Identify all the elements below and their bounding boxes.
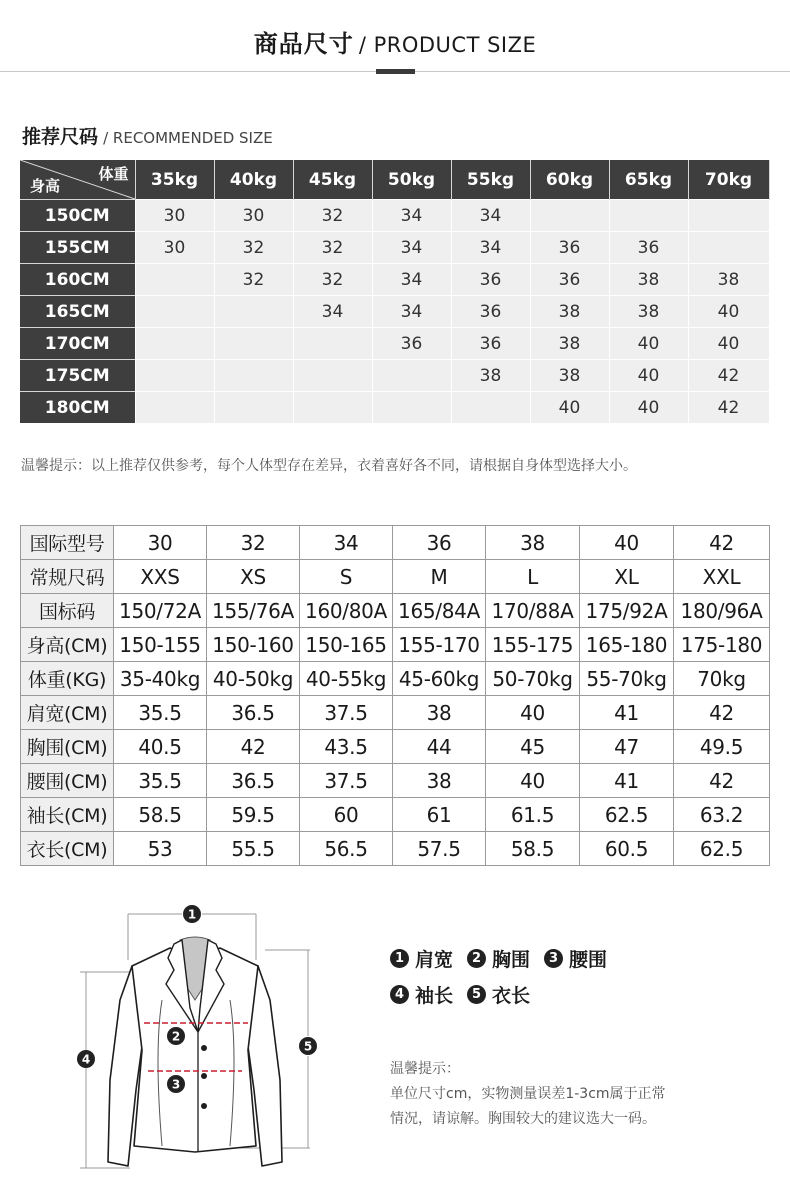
recommended-size-cell bbox=[609, 200, 688, 232]
legend-label: 衣长 bbox=[492, 984, 531, 1007]
recommended-row bbox=[20, 232, 769, 264]
size-chart-cell: 155-175 bbox=[486, 628, 580, 662]
recommended-size-cell: 40 bbox=[609, 328, 688, 360]
size-chart-cell: L bbox=[486, 560, 580, 594]
size-chart-row-label: 衣长(CM) bbox=[21, 832, 114, 866]
recommended-size-cell bbox=[530, 200, 609, 232]
size-chart-cell: 36.5 bbox=[207, 764, 300, 798]
recommended-size-cell: 40 bbox=[688, 328, 769, 360]
size-chart-cell: 44 bbox=[393, 730, 486, 764]
corner-cell bbox=[20, 160, 135, 200]
size-chart-cell: 150/72A bbox=[114, 594, 207, 628]
marker-4-icon bbox=[77, 1050, 95, 1068]
size-chart-cell: 70kg bbox=[674, 662, 770, 696]
size-chart-cell: 175/92A bbox=[580, 594, 674, 628]
size-chart-cell: 165/84A bbox=[393, 594, 486, 628]
measurement-tip-line2: 情况，请谅解。胸围较大的建议选大一码。 bbox=[390, 1111, 656, 1127]
recommended-size-cell: 32 bbox=[214, 232, 293, 264]
size-chart-cell: M bbox=[393, 560, 486, 594]
size-chart-cell: 60 bbox=[300, 798, 393, 832]
recommended-size-cell bbox=[293, 392, 372, 424]
size-chart-cell: 34 bbox=[300, 526, 393, 560]
corner-height-label: 身高 bbox=[30, 177, 61, 195]
size-chart-cell: 40.5 bbox=[114, 730, 207, 764]
recommended-size-cell: 42 bbox=[688, 392, 769, 424]
size-chart-row bbox=[21, 696, 770, 730]
size-chart-cell: 42 bbox=[674, 696, 770, 730]
size-chart-row-label: 腰围(CM) bbox=[21, 764, 114, 798]
recommended-size-cell: 36 bbox=[451, 264, 530, 296]
measurement-legend bbox=[390, 940, 621, 1012]
size-chart-cell: 40 bbox=[486, 696, 580, 730]
size-chart-row-label: 身高(CM) bbox=[21, 628, 114, 662]
size-chart-cell: 63.2 bbox=[674, 798, 770, 832]
legend-number-icon: 2 bbox=[467, 949, 486, 968]
size-chart-row bbox=[21, 764, 770, 798]
legend-item bbox=[390, 945, 453, 972]
marker-5-icon bbox=[299, 1037, 317, 1055]
legend-number-icon: 3 bbox=[544, 949, 563, 968]
size-chart-row bbox=[21, 526, 770, 560]
recommended-size-cell: 32 bbox=[293, 200, 372, 232]
recommended-size-cell bbox=[293, 360, 372, 392]
recommended-row bbox=[20, 360, 769, 392]
recommended-size-cell bbox=[135, 360, 214, 392]
weight-header: 55kg bbox=[451, 160, 530, 200]
size-chart-cell: 36.5 bbox=[207, 696, 300, 730]
weight-header: 40kg bbox=[214, 160, 293, 200]
size-chart-cell: XXS bbox=[114, 560, 207, 594]
size-chart-cell: 32 bbox=[207, 526, 300, 560]
recommended-size-cell: 32 bbox=[214, 264, 293, 296]
size-chart-cell: XL bbox=[580, 560, 674, 594]
size-chart-row bbox=[21, 832, 770, 866]
size-chart-cell: 180/96A bbox=[674, 594, 770, 628]
size-chart-cell: 40 bbox=[580, 526, 674, 560]
size-chart-cell: 37.5 bbox=[300, 764, 393, 798]
recommended-size-cell: 34 bbox=[372, 232, 451, 264]
recommended-size-cell: 34 bbox=[372, 296, 451, 328]
weight-header: 70kg bbox=[688, 160, 769, 200]
recommended-size-cell: 36 bbox=[451, 296, 530, 328]
size-chart-cell: 55.5 bbox=[207, 832, 300, 866]
size-chart-cell: 41 bbox=[580, 696, 674, 730]
legend-number-icon: 5 bbox=[467, 985, 486, 1004]
svg-text:2: 2 bbox=[171, 1029, 181, 1044]
size-chart-row bbox=[21, 730, 770, 764]
legend-item bbox=[544, 945, 607, 972]
recommended-size-cell: 40 bbox=[609, 392, 688, 424]
recommended-size-cell: 36 bbox=[530, 232, 609, 264]
recommended-size-cell bbox=[135, 264, 214, 296]
recommended-size-cell: 34 bbox=[293, 296, 372, 328]
size-chart-cell: 40-55kg bbox=[300, 662, 393, 696]
weight-header: 35kg bbox=[135, 160, 214, 200]
recommended-header-row bbox=[20, 160, 769, 200]
recommended-size-table bbox=[20, 160, 770, 423]
recommended-size-cell: 36 bbox=[609, 232, 688, 264]
size-chart-row bbox=[21, 594, 770, 628]
recommended-table-body bbox=[20, 200, 769, 424]
size-chart-cell: 38 bbox=[486, 526, 580, 560]
recommended-size-cell: 36 bbox=[372, 328, 451, 360]
svg-text:4: 4 bbox=[81, 1052, 91, 1067]
size-chart-cell: XXL bbox=[674, 560, 770, 594]
size-chart-row-label: 胸围(CM) bbox=[21, 730, 114, 764]
recommended-size-cell: 30 bbox=[214, 200, 293, 232]
size-chart-cell: 40 bbox=[486, 764, 580, 798]
size-chart-cell: 42 bbox=[674, 526, 770, 560]
recommended-size-cell: 38 bbox=[530, 296, 609, 328]
size-chart-cell: 40-50kg bbox=[207, 662, 300, 696]
size-chart-cell: S bbox=[300, 560, 393, 594]
size-chart-cell: 165-180 bbox=[580, 628, 674, 662]
recommended-size-cell: 34 bbox=[372, 264, 451, 296]
recommended-size-cell bbox=[135, 296, 214, 328]
size-chart-cell: 53 bbox=[114, 832, 207, 866]
size-chart-cell: 50-70kg bbox=[486, 662, 580, 696]
size-chart-cell: 56.5 bbox=[300, 832, 393, 866]
height-header: 160CM bbox=[20, 264, 135, 296]
size-chart-cell: 58.5 bbox=[114, 798, 207, 832]
height-header: 155CM bbox=[20, 232, 135, 264]
recommended-size-cell: 34 bbox=[451, 200, 530, 232]
size-chart-cell: 42 bbox=[207, 730, 300, 764]
page-title-en: / PRODUCT SIZE bbox=[358, 33, 537, 57]
size-chart-row bbox=[21, 628, 770, 662]
legend-label: 胸围 bbox=[492, 948, 531, 971]
marker-3-icon bbox=[167, 1075, 185, 1093]
page-header bbox=[0, 24, 790, 59]
weight-header: 45kg bbox=[293, 160, 372, 200]
size-chart-cell: 150-160 bbox=[207, 628, 300, 662]
recommended-size-cell: 32 bbox=[293, 232, 372, 264]
size-chart-cell: 38 bbox=[393, 764, 486, 798]
size-chart-cell: 36 bbox=[393, 526, 486, 560]
recommended-size-cell: 38 bbox=[530, 360, 609, 392]
marker-1-icon bbox=[183, 905, 201, 923]
size-chart-cell: 62.5 bbox=[580, 798, 674, 832]
legend-item bbox=[390, 981, 453, 1008]
recommended-size-cell: 40 bbox=[530, 392, 609, 424]
recommended-size-cell: 38 bbox=[688, 264, 769, 296]
legend-label: 腰围 bbox=[569, 948, 608, 971]
recommended-size-cell: 30 bbox=[135, 200, 214, 232]
size-chart-row-label: 国际型号 bbox=[21, 526, 114, 560]
height-header: 150CM bbox=[20, 200, 135, 232]
size-chart-cell: 59.5 bbox=[207, 798, 300, 832]
size-chart-table bbox=[20, 525, 770, 866]
recommended-size-title bbox=[22, 122, 273, 149]
size-chart-cell: 150-155 bbox=[114, 628, 207, 662]
weight-header: 60kg bbox=[530, 160, 609, 200]
recommended-size-cell bbox=[135, 328, 214, 360]
size-chart-body bbox=[21, 526, 770, 866]
measurement-tip bbox=[390, 1057, 666, 1132]
legend-label: 袖长 bbox=[415, 984, 454, 1007]
svg-text:5: 5 bbox=[303, 1039, 313, 1054]
recommended-size-cell bbox=[688, 232, 769, 264]
recommended-row bbox=[20, 264, 769, 296]
recommended-size-cell bbox=[688, 200, 769, 232]
recommended-size-cell: 40 bbox=[688, 296, 769, 328]
recommended-title-en: / RECOMMENDED SIZE bbox=[103, 129, 273, 147]
recommended-size-cell bbox=[372, 360, 451, 392]
size-chart-cell: 35-40kg bbox=[114, 662, 207, 696]
recommended-row bbox=[20, 200, 769, 232]
size-chart-cell: 43.5 bbox=[300, 730, 393, 764]
recommended-size-cell: 34 bbox=[451, 232, 530, 264]
size-chart-cell: 155-170 bbox=[393, 628, 486, 662]
recommended-size-cell bbox=[293, 328, 372, 360]
recommended-row bbox=[20, 392, 769, 424]
size-chart-row-label: 袖长(CM) bbox=[21, 798, 114, 832]
height-header: 170CM bbox=[20, 328, 135, 360]
size-chart-cell: 57.5 bbox=[393, 832, 486, 866]
jacket-illustration bbox=[70, 900, 340, 1180]
recommended-size-cell: 38 bbox=[609, 296, 688, 328]
recommended-size-cell: 40 bbox=[609, 360, 688, 392]
height-header: 165CM bbox=[20, 296, 135, 328]
size-chart-row-label: 常规尺码 bbox=[21, 560, 114, 594]
recommended-size-cell bbox=[214, 328, 293, 360]
marker-2-icon bbox=[167, 1027, 185, 1045]
size-chart-cell: 49.5 bbox=[674, 730, 770, 764]
size-chart-cell: 61.5 bbox=[486, 798, 580, 832]
page-title-cn: 商品尺寸 bbox=[253, 30, 354, 58]
size-chart-cell: 45-60kg bbox=[393, 662, 486, 696]
legend-number-icon: 1 bbox=[390, 949, 409, 968]
recommend-tip: 温馨提示：以上推荐仅供参考，每个人体型存在差异，衣着喜好各不同，请根据自身体型选择大小。 bbox=[21, 458, 637, 474]
recommended-size-cell: 38 bbox=[451, 360, 530, 392]
recommended-size-cell: 34 bbox=[372, 200, 451, 232]
recommended-row bbox=[20, 296, 769, 328]
size-chart-cell: 150-165 bbox=[300, 628, 393, 662]
recommended-size-cell: 32 bbox=[293, 264, 372, 296]
recommended-size-cell: 42 bbox=[688, 360, 769, 392]
recommended-size-cell bbox=[451, 392, 530, 424]
recommended-size-cell: 30 bbox=[135, 232, 214, 264]
recommended-size-cell: 38 bbox=[609, 264, 688, 296]
size-chart-row-label: 国标码 bbox=[21, 594, 114, 628]
size-chart-cell: 61 bbox=[393, 798, 486, 832]
size-chart-cell: 160/80A bbox=[300, 594, 393, 628]
size-chart-cell: 42 bbox=[674, 764, 770, 798]
recommended-row bbox=[20, 328, 769, 360]
legend-row bbox=[390, 976, 621, 1012]
size-chart-cell: 55-70kg bbox=[580, 662, 674, 696]
legend-item bbox=[467, 981, 530, 1008]
recommended-size-cell bbox=[135, 392, 214, 424]
size-chart-cell: 30 bbox=[114, 526, 207, 560]
size-chart-cell: 170/88A bbox=[486, 594, 580, 628]
size-chart-cell: 155/76A bbox=[207, 594, 300, 628]
height-header: 180CM bbox=[20, 392, 135, 424]
size-chart-cell: 62.5 bbox=[674, 832, 770, 866]
size-chart-row-label: 肩宽(CM) bbox=[21, 696, 114, 730]
size-chart-row bbox=[21, 798, 770, 832]
size-chart-row bbox=[21, 662, 770, 696]
legend-number-icon: 4 bbox=[390, 985, 409, 1004]
svg-text:3: 3 bbox=[171, 1077, 181, 1092]
size-chart-cell: 47 bbox=[580, 730, 674, 764]
recommended-title-cn: 推荐尺码 bbox=[22, 126, 99, 148]
measurement-tip-title: 温馨提示： bbox=[390, 1061, 460, 1077]
recommended-size-cell bbox=[214, 392, 293, 424]
legend-label: 肩宽 bbox=[415, 948, 454, 971]
svg-text:1: 1 bbox=[187, 907, 197, 922]
recommended-size-cell bbox=[214, 296, 293, 328]
size-chart-cell: 35.5 bbox=[114, 764, 207, 798]
size-chart-cell: XS bbox=[207, 560, 300, 594]
weight-header: 65kg bbox=[609, 160, 688, 200]
corner-weight-label: 体重 bbox=[98, 165, 129, 183]
recommended-size-cell: 36 bbox=[451, 328, 530, 360]
legend-item bbox=[467, 945, 530, 972]
size-chart-row-label: 体重(KG) bbox=[21, 662, 114, 696]
size-chart-cell: 175-180 bbox=[674, 628, 770, 662]
recommended-size-cell bbox=[372, 392, 451, 424]
size-chart-cell: 41 bbox=[580, 764, 674, 798]
header-accent-bar bbox=[376, 69, 415, 74]
legend-row bbox=[390, 940, 621, 976]
measurement-tip-line1: 单位尺寸cm，实物测量误差1-3cm属于正常 bbox=[390, 1086, 666, 1102]
recommended-size-cell: 36 bbox=[530, 264, 609, 296]
size-chart-cell: 58.5 bbox=[486, 832, 580, 866]
recommended-size-cell: 38 bbox=[530, 328, 609, 360]
size-chart-cell: 60.5 bbox=[580, 832, 674, 866]
size-chart-cell: 45 bbox=[486, 730, 580, 764]
size-chart-cell: 38 bbox=[393, 696, 486, 730]
garment-diagram bbox=[70, 900, 340, 1180]
weight-header: 50kg bbox=[372, 160, 451, 200]
size-chart-cell: 35.5 bbox=[114, 696, 207, 730]
recommended-size-cell bbox=[214, 360, 293, 392]
size-chart-row bbox=[21, 560, 770, 594]
height-header: 175CM bbox=[20, 360, 135, 392]
size-chart-cell: 37.5 bbox=[300, 696, 393, 730]
